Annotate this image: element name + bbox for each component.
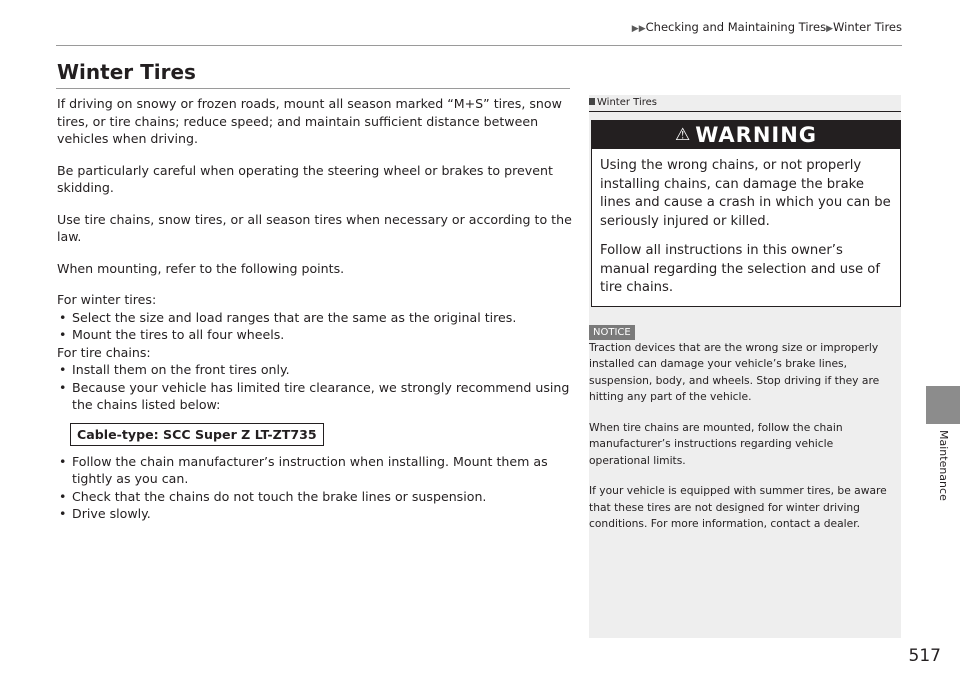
sidebar-reference[interactable] <box>589 95 901 112</box>
breadcrumb-section[interactable]: Checking and Maintaining Tires <box>645 20 827 34</box>
tire-chains-heading: For tire chains: <box>57 344 151 360</box>
title-divider <box>56 88 570 89</box>
bullet-icon: • <box>59 327 67 342</box>
list-item: • Check that the chains do not touch the brake lines or suspension. <box>59 488 487 504</box>
warning-text: Follow all instructions in this owner’s manual regarding the selection and use of tire chains. <box>600 243 880 295</box>
summer-tires-text: If your vehicle is equipped with summer tires, be aware that these tires are not designed for winter driving conditions. For more information, contact a dealer. <box>589 484 887 530</box>
bullet-icon: • <box>59 379 67 395</box>
section-tab[interactable] <box>926 386 960 424</box>
list-item: • Select the size and load ranges that are the same as the original tires. <box>59 309 517 325</box>
chain-limits-text: When tire chains are mounted, follow the chain manufacturer’s instructions regarding vehicle operational limits. <box>589 420 843 467</box>
list-item: • Mount the tires to all four wheels. <box>59 327 285 342</box>
list-item: • Drive slowly. <box>59 506 151 521</box>
sidebar-reference-title: Winter Tires <box>597 97 657 108</box>
warning-text: Using the wrong chains, or not properly installing chains, can damage the brake lines and cause a crash in which you can be seriously injured or killed. <box>600 158 891 229</box>
arrow-icon: ▶▶ <box>631 24 646 34</box>
bullet-icon: • <box>59 506 67 521</box>
warning-body <box>592 149 900 306</box>
bullet-icon: • <box>59 488 67 504</box>
careful-paragraph: Be particularly careful when operating the steering wheel or brakes to prevent skidding. <box>57 162 553 195</box>
cable-type-box: Cable-type: SCC Super Z LT-ZT735 <box>70 423 324 446</box>
list-item: • Follow the chain manufacturer’s instruction when installing. Mount them as tightly as you can. <box>59 453 548 486</box>
section-tab-label: Maintenance <box>937 430 950 501</box>
notice-text: Traction devices that are the wrong size or improperly installed can damage your vehicle’s brake lines, suspension, body, and wheels. Stop driving if they are hitting any part of the vehicle. <box>589 340 880 403</box>
warning-box <box>591 120 901 307</box>
warning-label: WARNING <box>695 123 818 147</box>
breadcrumb <box>632 20 902 34</box>
main-content <box>57 95 577 523</box>
sidebar-text <box>589 340 901 533</box>
arrow-icon: ▶ <box>826 24 834 34</box>
bullet-icon: • <box>59 362 67 377</box>
list-item: • Install them on the front tires only. <box>59 362 290 377</box>
page-title: Winter Tires <box>57 60 196 84</box>
notice-badge: NOTICE <box>589 325 635 340</box>
sidebar-notes <box>589 95 901 638</box>
warning-banner <box>592 121 900 149</box>
breadcrumb-page[interactable]: Winter Tires <box>833 20 902 34</box>
bullet-icon: • <box>59 453 67 469</box>
reference-marker-icon <box>589 98 595 105</box>
winter-tires-heading: For winter tires: <box>57 292 157 307</box>
list-item: • Because your vehicle has limited tire clearance, we strongly recommend using the chains listed below: <box>59 379 570 412</box>
warning-triangle-icon: ⚠ <box>674 125 692 145</box>
page-number: 517 <box>908 646 941 666</box>
intro-paragraph: If driving on snowy or frozen roads, mount all season marked “M+S” tires, snow tires, or tire chains; reduce speed; and maintain sufficient distance between vehicles when driving. <box>57 96 562 146</box>
bullet-icon: • <box>59 309 67 325</box>
header-divider <box>56 45 902 46</box>
mounting-paragraph: When mounting, refer to the following points. <box>57 260 345 276</box>
use-paragraph: Use tire chains, snow tires, or all season tires when necessary or according to the law. <box>57 211 572 244</box>
